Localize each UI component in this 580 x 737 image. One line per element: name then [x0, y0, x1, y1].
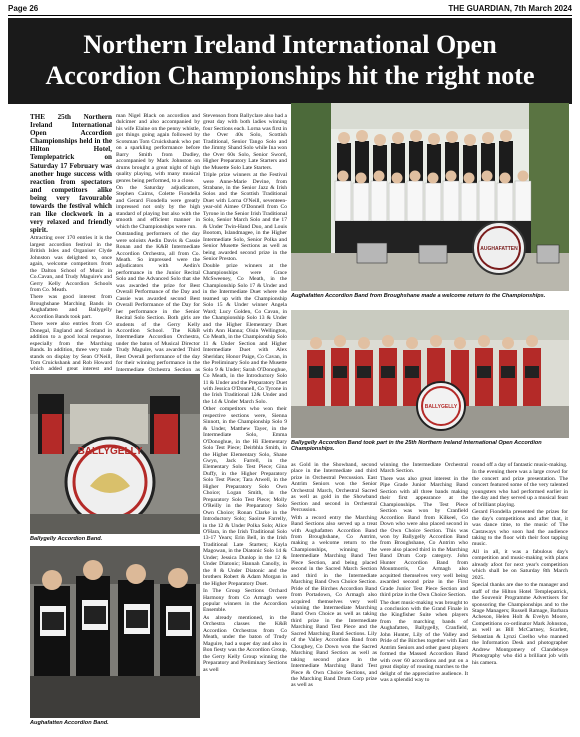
article-paragraph: There was good interest from Broughshane Marching Bands in Aughafatten and Ballygelly Accordion Bands took part. [30, 294, 112, 320]
photo-ballygelly-drum [30, 374, 200, 534]
drum-lettering: BALLYGELLY [424, 404, 458, 410]
article-paragraph: The duet music-making was brought to a conclusion with the Grand Finale in the Kingfisher Suite when players from the marching bands of Aughafatten, Ballygelly, Cranfield, John Hunter, Lily of the Valley and Pride of the Birches together with East Antrim Seniors and other guest players formed the Massed Accordion Band with over 60 accordions and put on a great display of rousing marches to the delight of the appreciative audience. It was a splendid way to [380, 599, 468, 683]
article-column-3 [203, 113, 287, 728]
headline-banner [8, 18, 572, 104]
article-paragraph: Stevenson from Ballyclare also had a great day with both ladies winning four Sections each. Lorna was first in the Over 40s Solo, Scottish Traditional, Senior Tango Solo and the Jimmy Shand Solo while Ina won the Over 60s Solo, Senior Sword, Higher Preparatory Late Starters and the Musette Solo Late Starters. [203, 113, 287, 171]
article-paragraph: In The Group Sections Orchard Harmony from Co Armagh were popular winners in the Accordion Ensemble. [203, 588, 287, 614]
article-paragraph: as Gold in the Showband, second place in the Intermediate and third prize in Orchestral Percussion. East Antrim Seniors won the Senior Orchestral March, Orchestral Sacred as well as gold in the Showband Section and second in Orchestral Percussion. [291, 462, 377, 514]
article-paragraph: As already mentioned, in the Orchestra classes the K&B Accordion Orchestras from Co Meath, under the baton of Trudy Maguire, had a super day and also in Bon fiesty was the Accordion Group, the Gerry Kelly Group winning the Preparatory and Preliminary Sections as well [203, 614, 287, 673]
drum-lettering: BALLYGELLY [77, 446, 143, 457]
article-paragraph: There was also great interest in the Pipe Grade Junior Marching Band Section with all three bands making their first appearance at the Championships. The Test Piece Section was won by Cranfield Accordion Band from Kilkeel, Co Down who were also placed second in the Own Choice Section. This was won by Ballygelly Accordion Band from Broughshane, Co Antrim who were also placed third in the Marching Band Drum Corp category. John Hunter Accordion Band from Mountnorris, Co Armagh also acquitted themselves very well being awarded second prize in the First Grade Junior Test Piece Section and third prize in the Own Choice Section. [380, 475, 468, 599]
article-paragraph: Triple prize winners at the Festival were Anne-Marie Devine, from Strabane, in the Senior Jazz & Irish Solos and the Scottish Traditional Duet with Lorna O'Neill, seventeen-year-old Aimee O'Donnell from Co Tyrone in the Senior Irish Traditional Solo, Senior March Solo and the 17 & Under Twin-Hand Duo, and Louis Bootom, Islandmagee, in the Higher Intermediate Solo, Senior Polka and Senior Musette Sections as well as being awarded second prize in the Senior Preston. [203, 172, 287, 262]
drum-lettering: AUGHAFATTEN [480, 246, 518, 252]
photo-aughafatten-playing [30, 546, 200, 718]
headline-line-2: Accordion Championships hit the right note [45, 61, 535, 90]
photo-aughafatten-band [291, 103, 569, 291]
running-header [8, 2, 572, 14]
headline-line-1: Northern Ireland International Open [83, 30, 497, 59]
photo-caption: Aughafatten Accordion Band from Broughshane made a welcome return to the Championships. [291, 293, 546, 299]
photo-caption: Ballygelly Accordion Band took part in the 25th Northern Ireland International Open Accordion Championships. [291, 440, 542, 453]
page-number: Page 26 [8, 4, 39, 13]
masthead: THE GUARDIAN, 7th March 2024 [448, 4, 572, 13]
article-column-5 [380, 462, 468, 728]
header-rule [8, 15, 572, 16]
article-column-2 [116, 113, 200, 371]
article-paragraph: Other competitors who won their respective sections were, Sienna Sinnott, in the Championship Solo 9 & Under, Matthew Tayer, in the Intermediate Solo, Emma O'Donoghue, in the Hi Elementary Solo Test Piece; Deirbhla Smith, in the Higher Elementary Solo, Shane Gwyn, Jack Farrell, in the Elementary Solo Test Piece; Gina Duffy, in the Higher Preparatory Solo Test Piece; Tara Atwell, in the Higher Preparatory Solo Own Choice; Logan Smith, in the Preparatory Solo Test Piece; Molly O'Reilly in the Preparatory Solo Own Choice; Ronan Clarke in the Introductory Solo; Saoirse Farrelly, in the 12 & Under Polka Solo; Alice O'Hara, in the Irish Traditional Solo 13-17 Years; Erin Bell, in the Irish Traditional Late Starters; Kayla Magowan, in the Diatonic Solo 14 & Under; Jessica Dunlop in the 12 & Under Diatonic; Hannah Canolly, in the 8 & Under Diatonic and the brothers Robert & Adam Morgan in the Higher Preparatory Duet. [203, 406, 287, 587]
article-paragraph: Gerard Fiondella presented the prizes for the day's competitions and after that, it was dance time, to the music of The Castaways who soon had the audience taking to the floor with their foot tapping music. [472, 509, 568, 548]
photo-ballygelly-band [291, 310, 569, 438]
article-paragraph: winning the Intermediate Orchestral March Section. [380, 462, 468, 475]
article-paragraph: In the evening there was a large crowd for the concert and prize presentation. The concert featured some of the very talented youngsters who had performed earlier in the day and they served up a musical feast of brilliant playing. [472, 469, 568, 508]
photo-caption: Ballygelly Accordion Band. [30, 536, 103, 542]
article-paragraph: Special thanks are due to the manager and staff of the Hilton Hotel Templepatrick, the Souvenir Programme Advertisers for sponsoring the Championships and to the Stage Managers; Russell Ramage, Barbara Acheson, Helen Holt & Evelyn Moore, Competitions co-ordinator Mark Johnston, as well as Bill McCartney, Scarlett, Sebastian & Lynzi Coelho who manned the Information Desk and photographer Andrew Montgomery of Clandeboye Photography who did a brilliant job with his camera. [472, 582, 568, 666]
article-column-4 [291, 462, 377, 728]
article-paragraph: Attracting over 170 entries it is the largest accordion festival in the British Isles and Organiser Clyde Johnston was delighted to, once again, welcome competitors from the Dalton School of Music in Co.Cavan, and Trudy Maguire's and Gerry Kelly Accordion Schools from Co. Meath. [30, 235, 112, 294]
article-column-6 [472, 462, 568, 728]
article-paragraph: man Nigel Black on accordion and dulcimer and also accompanied by his wife Elaine on the penny whistle, got things going again followed by Scotsman Tom Cruickshank who put on a sparkling performance before Barry Smith from Dudley, accompanied by Mark Johnston on drums brought a great night of high quality playing, with many musical genres being performed, to a close. [116, 113, 200, 184]
photo-caption: Aughafatten Accordion Band. [30, 720, 109, 726]
article-lead: THE 25th Northern Ireland International Open Accordion Championships held in the Hilton Hotel, Templepatrick on Saturday 17 February was another huge success with reaction from spectators and competitors alike being very favourable towards the festival which ran like clockwork in a very relaxed and friendly spirit. [30, 113, 112, 235]
article-paragraph: round off a day of fantastic music-making. [472, 462, 568, 468]
article-paragraph: There were also entries from Co Donegal, England and Scotland in addition to a good local response, especially from the Marching Bands. In addition, three very trade stands on display by Sean O'Neill, Tom Cruickshank and Rob Howard which added great interest and [30, 321, 112, 371]
article-paragraph: Outstanding performers of the day were soloists Aedin Davis & Cassie Ronan and the K&B Intermediate Accordion Orchestra, all from Co. Meath. So impressed were the adjudicators with Aedin's performance in the Junior Recital Solo and the Advanced Solo that she was awarded the prize for Best Overall Performance of the Day and Cassie was awarded second Best Overall Performance of the Day for her performance in the Senior Recital Solo Section. Both girls are students of the Gerry Kelly Accordion School. The K&B Intermediate Accordion Orchestra, under the baton of Musical Director Trudy Maguire, was awarded Third Best Overall performance of the day for their winning performance in the Intermediate Orchestra Section as [116, 231, 200, 371]
article-column-1 [30, 113, 112, 371]
article-paragraph: On the Saturday adjudicators, Stephen Cairns, Colette Fiondella and Gerard Fiondella were greatly impressed not only by the high standard of playing but also with the smooth and efficient manner in which the Championships were run. [116, 184, 200, 230]
article-paragraph: With a record entry the Marching Band Sections also served up a treat with Aughafatten Accordion Band from Broughshane, Co Antrim, making a welcome return to the Championships, winning the Intermediate Marching Band Test Piece Section, and being placed second in the Sacred March Section and third in the Intermediate Marching Band Own Choice Section. Pride of the Birches Accordion Band from Portadown, Co Armagh also acquired themselves very well winning the Intermediate Marching Band Own Choice as well as taking third prize in the Intermediate Marching Band Test Piece and the Sacred Marching Band Sections. Lily of the Valley Accordion Band from Cloughey, Co Down won the Sacred Marching Band Section as well as taking second place in the Intermediate Marching Band Test Piece & Own Choice Sections, and the Marching Band Drum Corp prize as well as [291, 514, 377, 689]
article-paragraph: All in all, it was a fabulous day's competition and music-making with plans already afoot for next year's competition which shall be on Saturday 8th March 2025. [472, 548, 568, 581]
article-paragraph: Double prize winners at the Championships were Grace McSweeney, Co Meath, in the Championship Solo 17 & Under and in the Intermediate Duet where she teamed up with the Championship Solo 15 & Under winner Angela Ward; Lucy Golden, Co Cavan, in the Championship Solo 13 & Under and the Higher Elementary Duet with Ann Hanna; Oisin Wellington, Co Meath, in the Championship Solo 11 & Under Section and Higher Intermediate Duet with Alex Sheridan; Honor Paige, Co Cavan, in the Preliminary Solo and the Musette Solo 9 & Under; Sarah O'Donoghue, Co Meath, in the Introductory Solo 11 & Under and the Preparatory Duet with Jessica O'Donnell, Co Tyrone in the Irish Traditional 12& Under and the 14 & Under March Solo. [203, 263, 287, 405]
